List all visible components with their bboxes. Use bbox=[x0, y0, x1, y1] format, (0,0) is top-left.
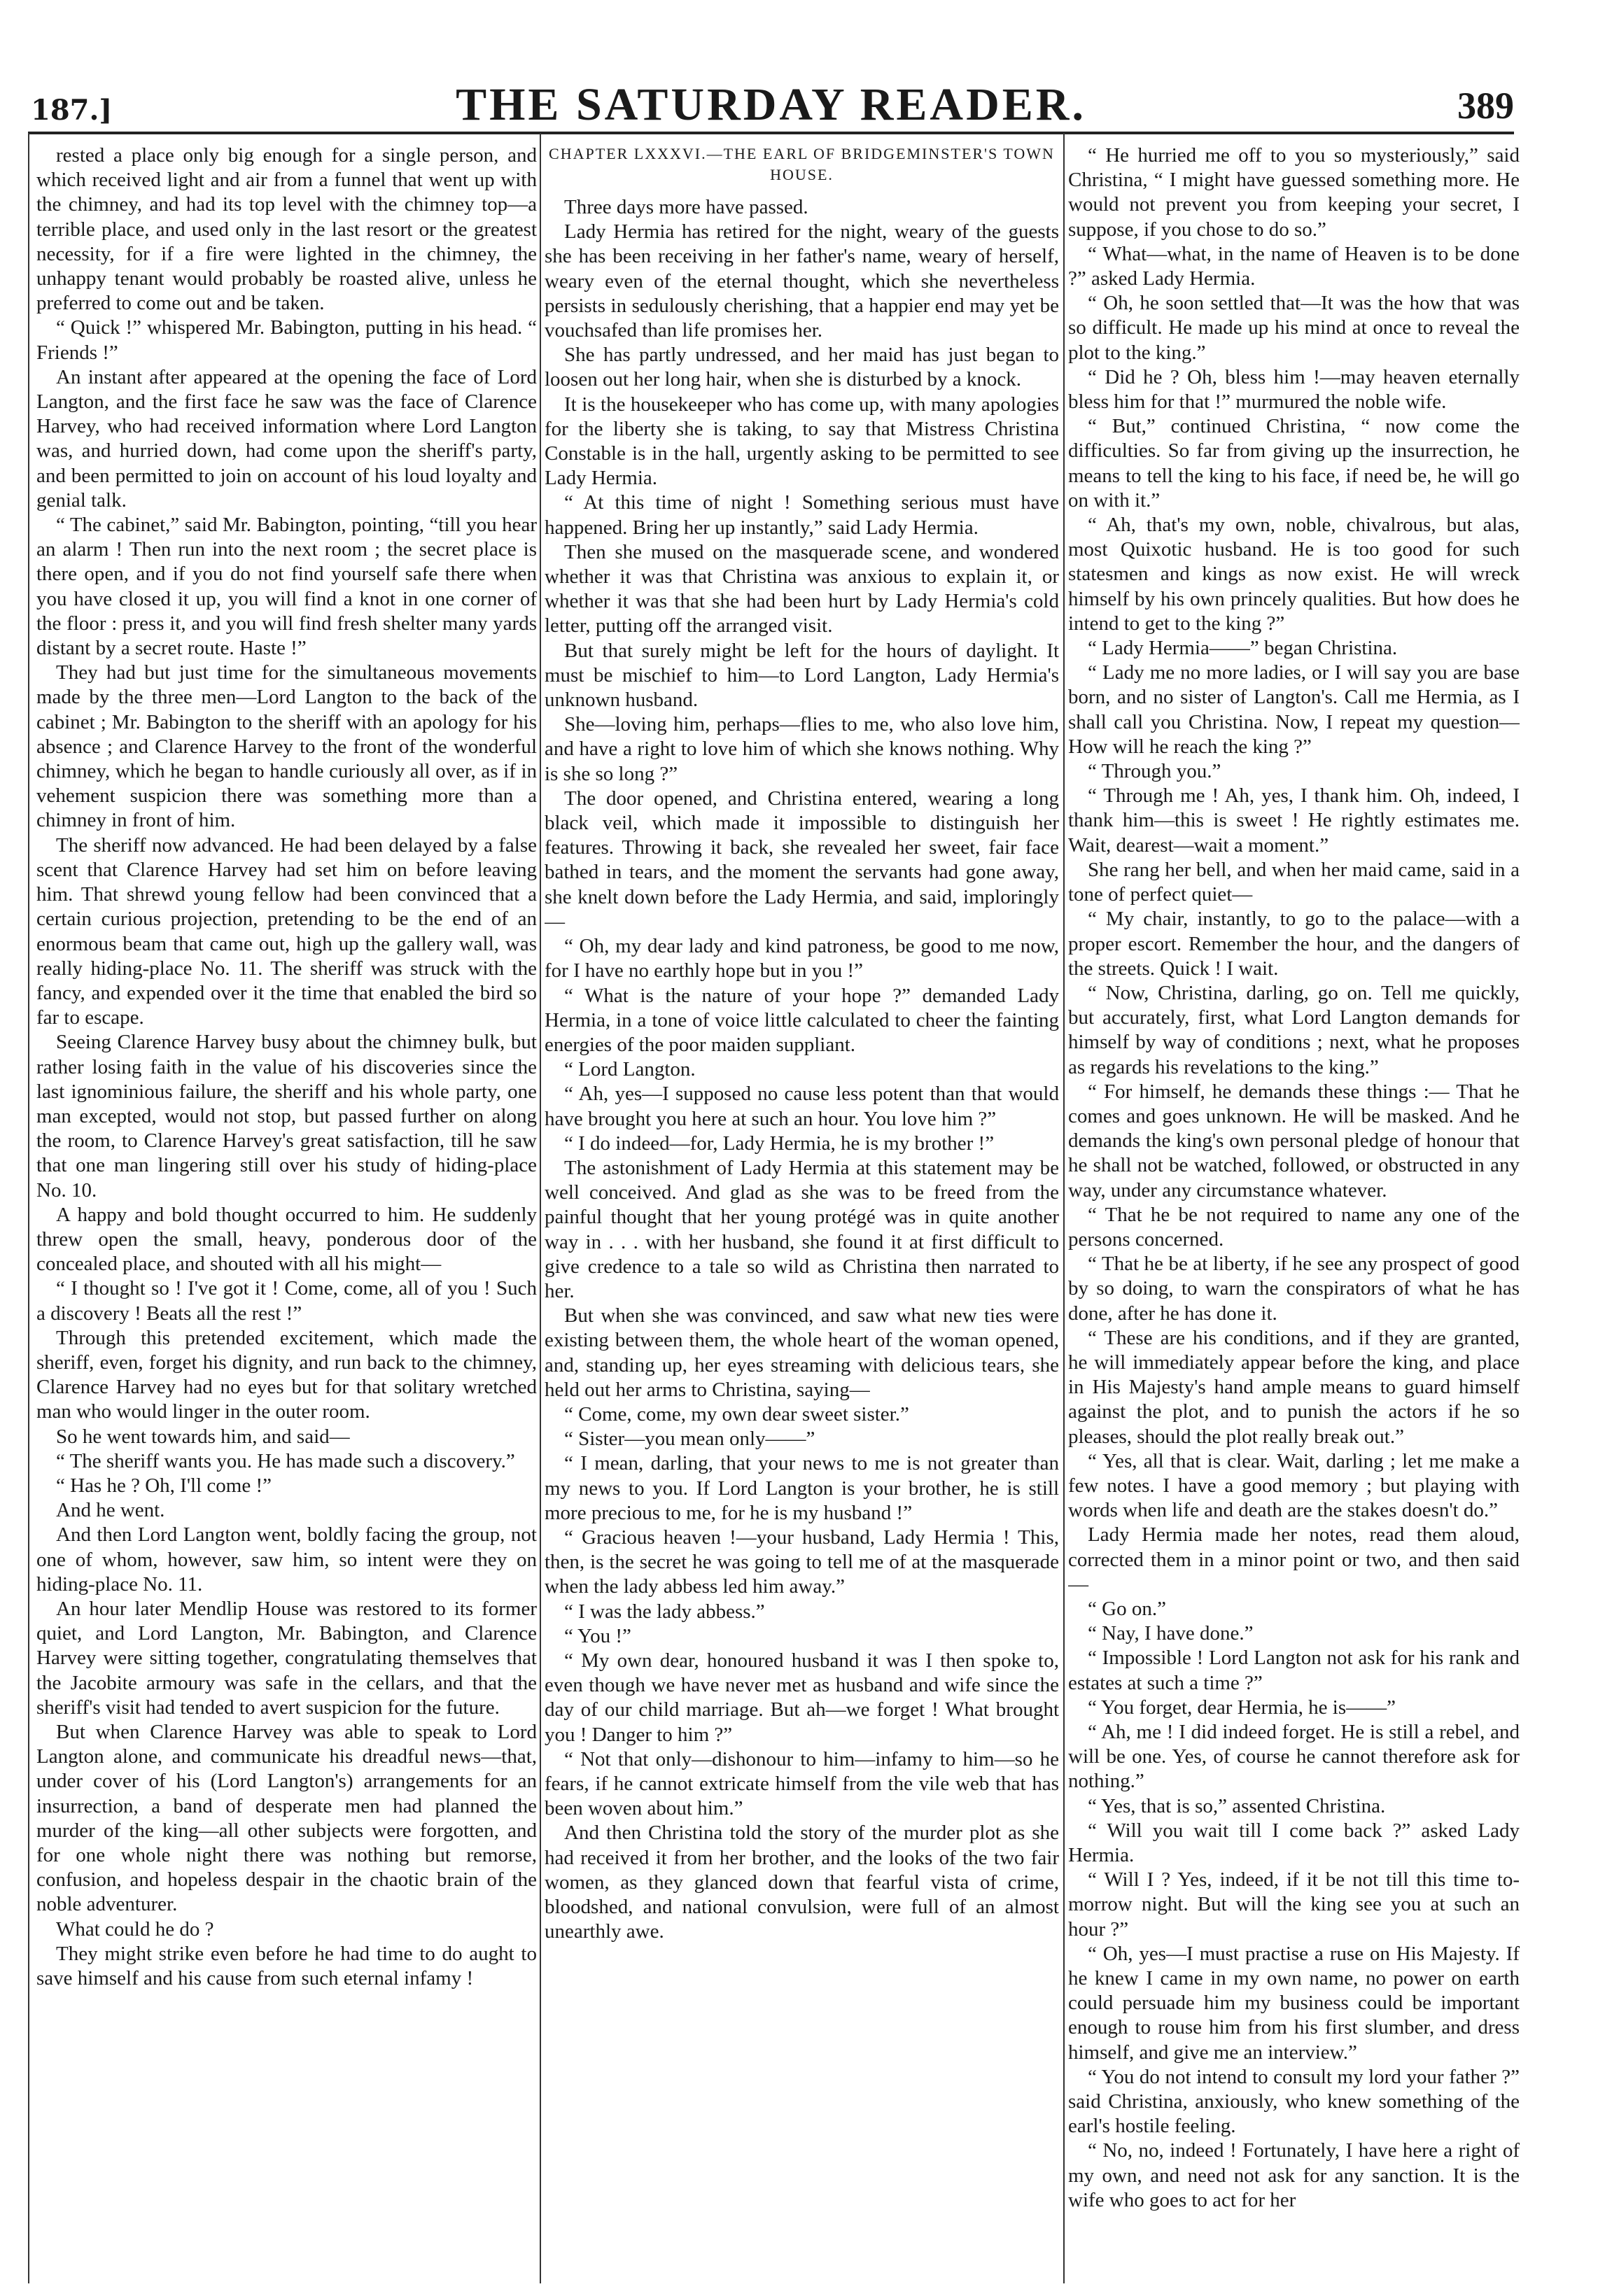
paragraph: “ You forget, dear Hermia, he is——” bbox=[1088, 1696, 1396, 1719]
paragraph: But when Clarence Harvey was able to speak to Lord Langton alone, and communicate his dreadful news—that, under cover of his (Lord Langton's) arrangements for an insurrection, a band of desperate men had planned the murder of the king—all other subjects were forgotten, and for one whole night there was nothing but remorse, confusion, and hopeless despair in the chaotic brain of the noble adventurer. bbox=[36, 1721, 537, 1916]
paragraph: Seeing Clarence Harvey busy about the chimney bulk, but rather losing faith in the value of his discoveries since the last ignominious failure, the sheriff and his whole party, one man excepted, would not stop, but passed further on along the room, to Clarence Harvey's great satisfaction, till he saw that one man lingering still over his study of hiding-place No. 10. bbox=[36, 1031, 537, 1202]
paragraph: “ Yes, all that is clear. Wait, darling ; let me make a few notes. I have a good memory ; but playing with words when life and death are the stakes doesn't do.” bbox=[1068, 1449, 1520, 1522]
paragraph: Three days more have passed. bbox=[564, 196, 808, 218]
paragraph: “ Sister—you mean only——” bbox=[564, 1428, 815, 1451]
paragraph: But when she was convinced, and saw what new ties were existing between them, the whole heart of the woman opened, and, standing up, her eyes streaming with delicious tears, she held out her arms to Christina, saying— bbox=[545, 1304, 1059, 1401]
paragraph: But that surely might be left for the hours of daylight. It must be mischief to him—to Lord Langton, Lady Hermia's unknown husband. bbox=[545, 639, 1059, 712]
paragraph: “ Nay, I have done.” bbox=[1088, 1622, 1254, 1645]
paragraph: “ Lady Hermia——” began Christina. bbox=[1088, 637, 1398, 660]
paragraph: They had but just time for the simultaneous movements made by the three men—Lord Langton to the back of the cabinet ; Mr. Babington to the sheriff with an apology for his absence ; and Clarence Harvey to the front of the wonderful chimney, which he began to handle curiously all over, as if in vehement suspicion there was something more than a chimney in front of him. bbox=[36, 661, 537, 832]
paragraph: What could he do ? bbox=[56, 1917, 214, 1941]
text-column-1 bbox=[36, 143, 537, 2288]
paragraph: So he went towards him, and said— bbox=[56, 1425, 350, 1448]
paragraph: “ Gracious heaven !—your husband, Lady Hermia ! This, then, is the secret he was going to tell me of at the masquerade when the lady abbess led him away.” bbox=[545, 1526, 1059, 1598]
paragraph: “ For himself, he demands these things :— That he comes and goes unknown. He will be masked. And he demands the king's own personal pledge of honour that he shall not be watched, followed, or obstructed in any way, under any circumstance whatever. bbox=[1068, 1080, 1520, 1202]
paragraph: “ Yes, that is so,” assented Christina. bbox=[1088, 1794, 1386, 1817]
column-divider-2 bbox=[1063, 133, 1065, 2283]
paragraph: “ But,” continued Christina, “ now come the difficulties. So far from giving up the insurrection, he means to tell the king to his face, if need be, he will go on with it.” bbox=[1068, 415, 1520, 512]
paragraph: “ Through you.” bbox=[1088, 760, 1221, 783]
masthead-title: THE SATURDAY READER. bbox=[456, 79, 1086, 130]
column-divider-1 bbox=[540, 133, 541, 2283]
paragraph: They might strike even before he had time to do aught to save himself and his cause from such eternal infamy ! bbox=[36, 1942, 537, 1990]
paragraph: “ Lord Langton. bbox=[564, 1058, 696, 1081]
page-header bbox=[28, 78, 1514, 134]
paragraph: An hour later Mendlip House was restored to its former quiet, and Lord Langton, Mr. Babington, and Clarence Harvey were sitting together, congratulating themselves that the Jacobite armoury was safe in the cellars, and that the sheriff's visit had tended to avert suspicion for the future. bbox=[36, 1597, 537, 1719]
paragraph: “ That he be at liberty, if he see any prospect of good by so doing, to warn the conspirators of what he has done, after he has done it. bbox=[1068, 1253, 1520, 1325]
paragraph: She rang her bell, and when her maid came, said in a tone of perfect quiet— bbox=[1068, 858, 1520, 906]
paragraph: “ Ah, yes—I supposed no cause less potent than that would have brought you here at such an hour. You love him ?” bbox=[545, 1083, 1059, 1130]
left-border-rule bbox=[28, 133, 29, 2283]
paragraph: “ My own dear, honoured husband it was I then spoke to, even though we have never met as husband and wife since the day of our child marriage. But ah—we forget ! What brought you ! Danger to him ?” bbox=[545, 1649, 1059, 1746]
paragraph: “ I mean, darling, that your news to me is not greater than my news to you. If Lord Langton is your brother, he is still more precious to me, for he is my husband !” bbox=[545, 1452, 1059, 1524]
paragraph: “ These are his conditions, and if they are granted, he will immediately appear before the king, and place in His Majesty's hand ample means to guard himself against the plot, and to punish the actors if he so pleases, should the plot really break out.” bbox=[1068, 1326, 1520, 1448]
paragraph: “ What is the nature of your hope ?” demanded Lady Hermia, in a tone of voice little calculated to cheer the fainting energies of the poor maiden suppliant. bbox=[545, 984, 1059, 1056]
paragraph: “ Ah, that's my own, noble, chivalrous, but alas, most Quixotic husband. He is too good for such statesmen and kings as now exist. He will wreck himself by his own princely qualities. But how does he intend to get to the king ?” bbox=[1068, 514, 1520, 635]
paragraph: “ My chair, instantly, to go to the palace—with a proper escort. Remember the hour, and the dangers of the streets. Quick ! I wait. bbox=[1068, 908, 1520, 980]
paragraph: The door opened, and Christina entered, wearing a long black veil, which made it impossible to distinguish her features. Throwing it back, she revealed her sweet, fair face bathed in tears, and the moment the servants had gone away, she knelt down before the Lady Hermia, and said, imploringly— bbox=[545, 787, 1059, 933]
paragraph: “ I thought so ! I've got it ! Come, come, all of you ! Such a discovery ! Beats all the rest !” bbox=[36, 1277, 537, 1325]
paragraph: “ Oh, he soon settled that—It was the how that was so difficult. He made up his mind at once to reveal the plot to the king.” bbox=[1068, 292, 1520, 364]
paragraph: An instant after appeared at the opening the face of Lord Langton, and the first face he saw was the face of Clarence Harvey, who had received information where Lord Langton was, and hurried down, had come upon the sheriff's party, and been permitted to join on account of his loud loyalty and genial talk. bbox=[36, 365, 537, 512]
paragraph: “ You do not intend to consult my lord your father ?” said Christina, anxiously, who knew something of the earl's hostile feeling. bbox=[1068, 2065, 1520, 2138]
paragraph: Lady Hermia has retired for the night, weary of the guests she has been receiving in her father's name, weary of herself, weary even of the eternal thought, which she nevertheless persists in sedulously cherishing, that a happier end may yet be vouchsafed than life promises her. bbox=[545, 220, 1059, 342]
paragraph: “ Lady me no more ladies, or I will say you are base born, and no sister of Langton's. Call me Hermia, as I shall call you Christina. Now, I repeat my question—How will he reach the king ?” bbox=[1068, 661, 1520, 758]
paragraph: She has partly undressed, and her maid has just began to loosen out her long hair, when she is disturbed by a knock. bbox=[545, 344, 1059, 391]
paragraph: “ Has he ? Oh, I'll come !” bbox=[56, 1474, 272, 1497]
paragraph: “ Did he ? Oh, bless him !—may heaven eternally bless him for that !” murmured the noble wife. bbox=[1068, 365, 1520, 414]
paragraph: “ Go on.” bbox=[1088, 1597, 1166, 1620]
paragraph: And then Lord Langton went, boldly facing the group, not one of whom, however, saw him, so intent were they on hiding-place No. 11. bbox=[36, 1523, 537, 1596]
paragraph: “ He hurried me off to you so mysteriously,” said Christina, “ I might have guessed something more. He would not prevent you from keeping your secret, I suppose, if you chose to do so.” bbox=[1068, 144, 1520, 241]
paragraph: Lady Hermia made her notes, read them aloud, corrected them in a minor point or two, and then said— bbox=[1068, 1523, 1520, 1596]
paragraph: “ Ah, me ! I did indeed forget. He is still a rebel, and will be one. Yes, of course he cannot therefore ask for nothing.” bbox=[1068, 1721, 1520, 1793]
paragraph: “ What—what, in the name of Heaven is to be done ?” asked Lady Hermia. bbox=[1068, 242, 1520, 290]
header-rule bbox=[28, 132, 1514, 134]
paragraph: And he went. bbox=[56, 1499, 165, 1522]
paragraph: “ Not that only—dishonour to him—infamy to him—so he fears, if he cannot extricate himself from the vile web that has been woven about him.” bbox=[545, 1747, 1059, 1820]
text-column-3 bbox=[1068, 143, 1520, 2288]
paragraph: “ Come, come, my own dear sweet sister.” bbox=[564, 1402, 909, 1425]
paragraph: “ Now, Christina, darling, go on. Tell me quickly, but accurately, first, what Lord Langton demands for himself by way of conditions ; next, what he proposes as regards his revelations to the king.” bbox=[1068, 981, 1520, 1078]
paragraph: “ Impossible ! Lord Langton not ask for his rank and estates at such a time ?” bbox=[1068, 1647, 1520, 1694]
paragraph: “ Oh, yes—I must practise a ruse on His Majesty. If he knew I came in my own name, no power on earth could persuade him my business could be important enough to rouse him from his first slumber, and dress himself, and give me an interview.” bbox=[1068, 1942, 1520, 2064]
paragraph: “ Through me ! Ah, yes, I thank him. Oh, indeed, I thank him—this is sweet ! He rightly estimates me. Wait, dearest—wait a moment.” bbox=[1068, 784, 1520, 857]
paragraph: It is the housekeeper who has come up, with many apologies for the liberty she is taking, to say that Mistress Christina Constable is in the hall, urgently asking to be permitted to see Lady Hermia. bbox=[545, 393, 1059, 490]
paragraph: “ Oh, my dear lady and kind patroness, be good to me now, for I have no earthly hope but in you !” bbox=[545, 935, 1059, 983]
paragraph: “ No, no, indeed ! Fortunately, I have here a right of my own, and need not ask for any sanction. It is the wife who goes to act for her bbox=[1068, 2139, 1520, 2211]
paragraph: “ The sheriff wants you. He has made such a discovery.” bbox=[56, 1449, 515, 1472]
paragraph: The sheriff now advanced. He had been delayed by a false scent that Clarence Harvey had set him on before leaving him. That shrewd young fellow had been convinced that a certain curious projection, pretending to be the end of an enormous beam that came out, high up the gallery wall, was really hiding-place No. 11. The sheriff was struck with the fancy, and expended over it the time that enabled the bird so far to escape. bbox=[36, 833, 537, 1029]
paragraph: “ Will I ? Yes, indeed, if it be not till this time to-morrow night. But will the king see you at such an hour ?” bbox=[1068, 1868, 1520, 1941]
chapter-heading: CHAPTER LXXXVI.—THE EARL OF BRIDGEMINSTER'S TOWN HOUSE. bbox=[549, 145, 1055, 183]
paragraph: “ That he be not required to name any one of the persons concerned. bbox=[1068, 1203, 1520, 1251]
paragraph: Through this pretended excitement, which made the sheriff, even, forget his dignity, and run back to the chimney, Clarence Harvey had no eyes but for that solitary wretched man who would linger in the outer room. bbox=[36, 1326, 537, 1423]
paragraph: “ At this time of night ! Something serious must have happened. Bring her up instantly,” said Lady Hermia. bbox=[545, 491, 1059, 539]
paragraph: “ The cabinet,” said Mr. Babington, pointing, “till you hear an alarm ! Then run into the next room ; the secret place is there open, and if you do not find yourself safe there when you have closed it up, you will find a knot in one corner of the floor : press it, and you will find fresh shelter many yards distant by a secret route. Haste !” bbox=[36, 514, 537, 660]
paragraph: “ I do indeed—for, Lady Hermia, he is my brother !” bbox=[564, 1132, 995, 1155]
text-column-2 bbox=[545, 143, 1059, 2288]
paragraph: She—loving him, perhaps—flies to me, who also love him, and have a right to love him of which she knows nothing. Why is she so long ?” bbox=[545, 713, 1059, 785]
paragraph: And then Christina told the story of the murder plot as she had received it from her brother, and the looks of the two fair women, as they glanced down that fearful vista of crime, bloodshed, and national convulsion, were full of an almost unearthly awe. bbox=[545, 1822, 1059, 1943]
paragraph: “ Quick !” whispered Mr. Babington, putting in his head. “ Friends !” bbox=[36, 316, 537, 364]
paragraph: The astonishment of Lady Hermia at this statement may be well conceived. And glad as she was to be freed from the painful thought that her young protégé was in quite another way in . . . with her husband, she found it at first difficult to give credence to a tale so wild as Christina then narrated to her. bbox=[545, 1156, 1059, 1302]
page-number: 389 bbox=[1457, 85, 1514, 127]
header-date: 187.] bbox=[31, 94, 113, 127]
paragraph: rested a place only big enough for a single person, and which received light and air from a funnel that went up with the chimney, and had its top level with the chimney top—a terrible place, and used only in the last resort or the greatest necessity, for if a fire were lighted in the chimney, the unhappy tenant would probably be roasted alive, unless he preferred to come out and be taken. bbox=[36, 144, 537, 315]
paragraph: A happy and bold thought occurred to him. He suddenly threw open the small, heavy, ponderous door of the concealed place, and shouted with all his might— bbox=[36, 1203, 537, 1276]
paragraph: “ I was the lady abbess.” bbox=[564, 1600, 765, 1623]
paragraph: “ You !” bbox=[564, 1624, 631, 1647]
paragraph: “ Will you wait till I come back ?” asked Lady Hermia. bbox=[1068, 1819, 1520, 1867]
paragraph: Then she mused on the masquerade scene, and wondered whether it was that Christina was anxious to explain it, or whether it was that she had been hurt by Lady Hermia's cold letter, putting off the arranged visit. bbox=[545, 540, 1059, 638]
